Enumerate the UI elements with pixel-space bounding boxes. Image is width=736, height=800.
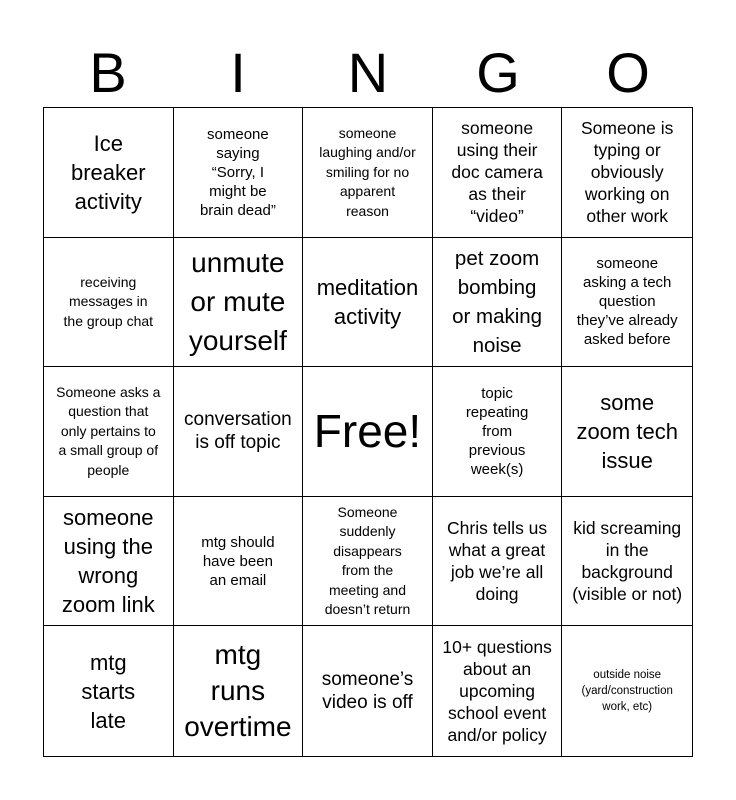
cell-text: someone asking a tech question they’ve already asked before: [576, 255, 678, 349]
bingo-cell[interactable]: [562, 108, 692, 238]
cell-text: some zoom tech issue: [576, 389, 678, 473]
cell-text: topic repeating from previous week(s): [465, 384, 529, 478]
bingo-cell[interactable]: [174, 238, 304, 368]
header-letter-o: O: [606, 41, 650, 104]
header-letter-g: G: [476, 41, 520, 104]
cell-text: kid screaming in the background (visible or not): [572, 518, 683, 605]
bingo-cell[interactable]: [44, 497, 174, 627]
bingo-cell[interactable]: [303, 497, 433, 627]
bingo-cell[interactable]: [44, 108, 174, 238]
bingo-cell[interactable]: [562, 497, 692, 627]
header-letter-n: N: [347, 41, 389, 104]
cell-text: 10+ questions about an upcoming school event and/or policy: [442, 637, 552, 746]
header-letter-b: B: [89, 41, 127, 104]
cell-text: Ice breaker activity: [71, 130, 146, 214]
bingo-cell[interactable]: [433, 367, 563, 497]
free-space-cell[interactable]: [303, 367, 433, 497]
bingo-cell[interactable]: [44, 238, 174, 368]
header-letter-i: I: [230, 41, 246, 104]
cell-text: unmute or mute yourself: [188, 247, 287, 357]
bingo-cell[interactable]: [174, 108, 304, 238]
cell-text: conversation is off topic: [184, 409, 292, 454]
bingo-cell[interactable]: [433, 108, 563, 238]
bingo-cell[interactable]: [174, 367, 304, 497]
cell-text: Chris tells us what a great job we’re all doing: [447, 518, 548, 605]
cell-text: someone using their doc camera as their “video”: [451, 118, 543, 227]
bingo-cell[interactable]: [433, 626, 563, 756]
bingo-cell[interactable]: [174, 497, 304, 627]
bingo-cell[interactable]: [303, 626, 433, 756]
bingo-cell[interactable]: [44, 367, 174, 497]
cell-text: someone using the wrong zoom link: [61, 505, 155, 618]
cell-text: Someone suddenly disappears from the meeting and doesn’t return: [324, 503, 411, 618]
cell-text: mtg should have been an email: [201, 533, 275, 589]
bingo-card: [43, 107, 693, 757]
bingo-cell[interactable]: [433, 238, 563, 368]
cell-text: someone’s video is off: [321, 669, 414, 714]
bingo-cell[interactable]: [562, 367, 692, 497]
bingo-cell[interactable]: [562, 238, 692, 368]
cell-text: someone saying “Sorry, I might be brain dead”: [199, 125, 276, 219]
cell-text: mtg starts late: [81, 649, 136, 733]
cell-text: outside noise (yard/construction work, etc): [581, 669, 673, 714]
free-space-text: Free!: [313, 405, 422, 458]
cell-text: receiving messages in the group chat: [63, 273, 154, 329]
bingo-cell[interactable]: [44, 626, 174, 756]
cell-text: Someone asks a question that only pertains to a small group of people: [56, 383, 161, 478]
cell-text: Someone is typing or obviously working on other work: [580, 118, 674, 227]
bingo-cell[interactable]: [303, 108, 433, 238]
cell-text: meditation activity: [316, 274, 419, 329]
cell-text: someone laughing and/or smiling for no apparent reason: [319, 124, 416, 219]
bingo-cell[interactable]: [562, 626, 692, 756]
bingo-header: [43, 40, 693, 106]
bingo-cell[interactable]: [174, 626, 304, 756]
bingo-cell[interactable]: [303, 238, 433, 368]
bingo-cell[interactable]: [433, 497, 563, 627]
cell-text: mtg runs overtime: [184, 639, 292, 743]
cell-text: pet zoom bombing or making noise: [452, 246, 543, 357]
